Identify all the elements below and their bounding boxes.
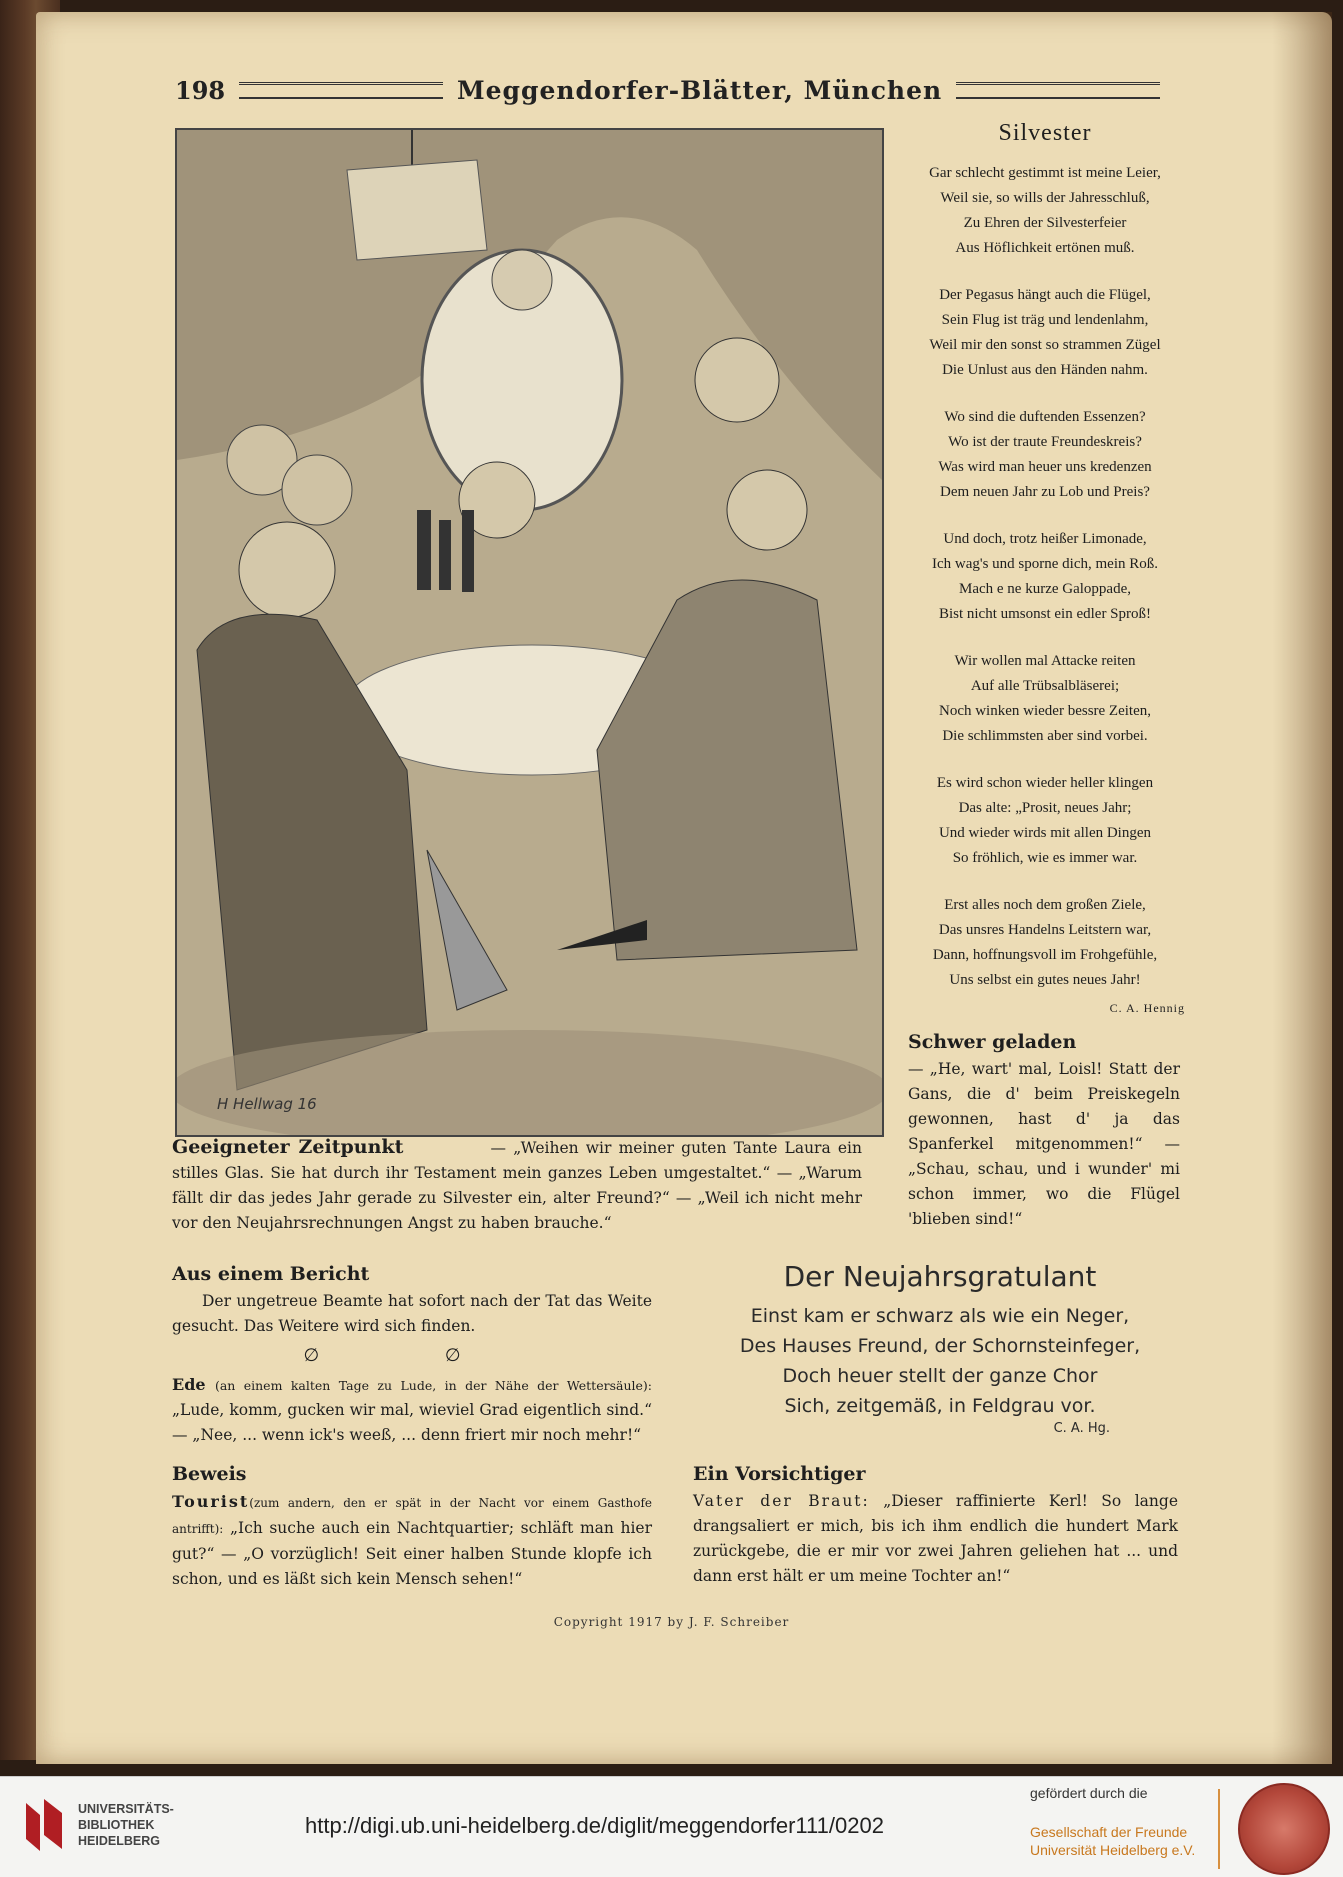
poem-silvester	[905, 120, 1185, 1016]
joke-title: Beweis	[172, 1463, 247, 1485]
ornament-right	[956, 82, 1160, 99]
footer-divider	[1218, 1789, 1220, 1869]
party-drawing-icon	[177, 130, 882, 1135]
library-logo-icon	[22, 1795, 66, 1855]
joke-title: Ein Vorsichtiger	[693, 1463, 866, 1485]
university-seal-icon	[1238, 1783, 1330, 1875]
joke-title: Aus einem Bericht	[172, 1263, 370, 1285]
poem-author: C. A. Hg.	[1053, 1421, 1110, 1436]
poem-stanza: Und doch, trotz heißer Limonade, Ich wag's und sporne dich, mein Roß. Mach e ne kurze Galoppade, Bist nicht umsonst ein edler Sproß!	[932, 531, 1158, 622]
society-name[interactable]: Gesellschaft der Freunde Universität Heidelberg e.V.	[1030, 1824, 1196, 1858]
poem-stanza: Es wird schon wieder heller klingen Das alte: „Prosit, neues Jahr; Und wieder wirds mit allen Dingen So fröhlich, wie es immer war.	[936, 775, 1154, 866]
joke-dialogue: „Lude, komm, gucken wir mal, wieviel Grad eigentlich sind.“ — „Nee, ... wenn ick's weeß, ... denn friert mir noch mehr!“	[172, 1401, 652, 1444]
speaker-context: (an einem kalten Tage zu Lude, in der Nähe der Wettersäule):	[214, 1378, 652, 1393]
poem-stanza: Wir wollen mal Attacke reiten Auf alle Trübsalbläserei; Noch winken wieder bessre Zeiten, Die schlimmsten aber sind vorbei.	[938, 653, 1151, 744]
library-name: UNIVERSITÄTS- BIBLIOTHEK HEIDELBERG	[78, 1802, 174, 1848]
joke-schwer-geladen	[908, 1030, 1180, 1232]
joke-aus-einem-bericht	[172, 1262, 652, 1448]
poem-title: Der Neujahrsgratulant	[783, 1260, 1097, 1293]
poem-stanza: Wo sind die duftenden Essenzen? Wo ist der traute Freundeskreis? Was wird man heuer uns kredenzen Dem neuen Jahr zu Lob und Preis?	[938, 409, 1152, 500]
speaker-name: Tourist	[172, 1492, 250, 1511]
permalink-url[interactable]: http://digi.ub.uni-heidelberg.de/diglit/meggendorfer111/0202	[305, 1813, 884, 1838]
poem-stanza: Erst alles noch dem großen Ziele, Das unsres Handelns Leitstern war, Dann, hoffnungsvoll im Frohgefühle, Uns selbst ein gutes neues Jahr!	[932, 897, 1158, 988]
poem-stanza: Der Pegasus hängt auch die Flügel, Sein Flug ist träg und lendenlahm, Weil mir den sonst so strammen Zügel Die Unlust aus den Händen nahm.	[929, 287, 1161, 378]
page-header	[175, 70, 1160, 110]
speaker-name: Vater der Braut:	[693, 1492, 870, 1510]
joke-text: — „He, wart' mal, Loisl! Statt der Gans, die d' beim Preiskegeln gewonnen, hast d' ja das Spanferkel mitgenommen!“ — „Schau, schau, und i wunder' mi schon immer, wo die Flügel 'blieben sind!“	[908, 1060, 1180, 1228]
viewer-footer	[0, 1776, 1343, 1877]
joke-text: — „Weihen wir meiner guten Tante Laura ein stilles Glas. Sie hat durch ihr Testament mein ganzes Leben umgestaltet.“ — „Warum fällt dir das jedes Jahr gerade zu Silvester ein, alter Freund?“ — „Weil ich nicht mehr vor den Neujahrsrechnungen Angst zu haben brauche.“	[172, 1139, 862, 1232]
page-number: 198	[175, 75, 226, 105]
speaker-context: (zum andern, den er spät in der Nacht vor einem Gasthofe antrifft):	[172, 1496, 652, 1536]
joke-geeigneter-zeitpunkt	[172, 1135, 862, 1236]
poem-neujahrsgratulant: Der Neujahrsgratulant Einst kam er schwarz als wie ein Neger, Des Hauses Freund, der Schornsteinfeger, Doch heuer stellt der ganze Chor Sich, zeitgemäß, in Feldgrau vor. C. A. Hg.	[700, 1260, 1180, 1437]
joke-text: Der ungetreue Beamte hat sofort nach der Tat das Weite gesucht. Das Weitere wird sich finden.	[172, 1292, 652, 1335]
section-separator: ∅ ∅	[303, 1345, 521, 1366]
artist-signature: H Hellwag 16	[217, 1095, 317, 1113]
joke-beweis	[172, 1462, 652, 1592]
ornament-left	[239, 82, 443, 99]
joke-title: Schwer geladen	[908, 1031, 1077, 1053]
joke-dialogue: „Ich suche auch ein Nachtquartier; schläft man hier gut?“ — „O vorzüglich! Seit einer halben Stunde klopfe ich schon, und es läßt sich kein Mensch sehen!“	[172, 1519, 652, 1588]
copyright-line: Copyright 1917 by J. F. Schreiber	[553, 1615, 790, 1629]
magazine-title: Meggendorfer-Blätter, München	[456, 75, 943, 105]
joke-title: Geeigneter Zeitpunkt	[172, 1136, 404, 1158]
joke-dialogue: „Dieser raffinierte Kerl! So lange drangsaliert er mich, bis ich ihm endlich die hundert Mark zurückgebe, die er mir vor zwei Jahren geliehen hat ... und dann erst hält er um meine Tochter an!“	[693, 1492, 1178, 1585]
poem-author: C. A. Hennig	[1109, 1001, 1185, 1015]
illustration-new-years-party	[175, 128, 884, 1137]
ub-heidelberg-logo[interactable]	[22, 1795, 174, 1855]
poem-stanza: Gar schlecht gestimmt ist meine Leier, Weil sie, so wills der Jahresschluß, Zu Ehren der Silvesterfeier Aus Höflichkeit ertönen muß.	[929, 165, 1161, 256]
funded-by-label: gefördert durch die	[1030, 1785, 1148, 1801]
poem-title: Silvester	[998, 120, 1092, 146]
joke-ein-vorsichtiger	[693, 1462, 1178, 1589]
speaker-name: Ede	[172, 1375, 206, 1394]
